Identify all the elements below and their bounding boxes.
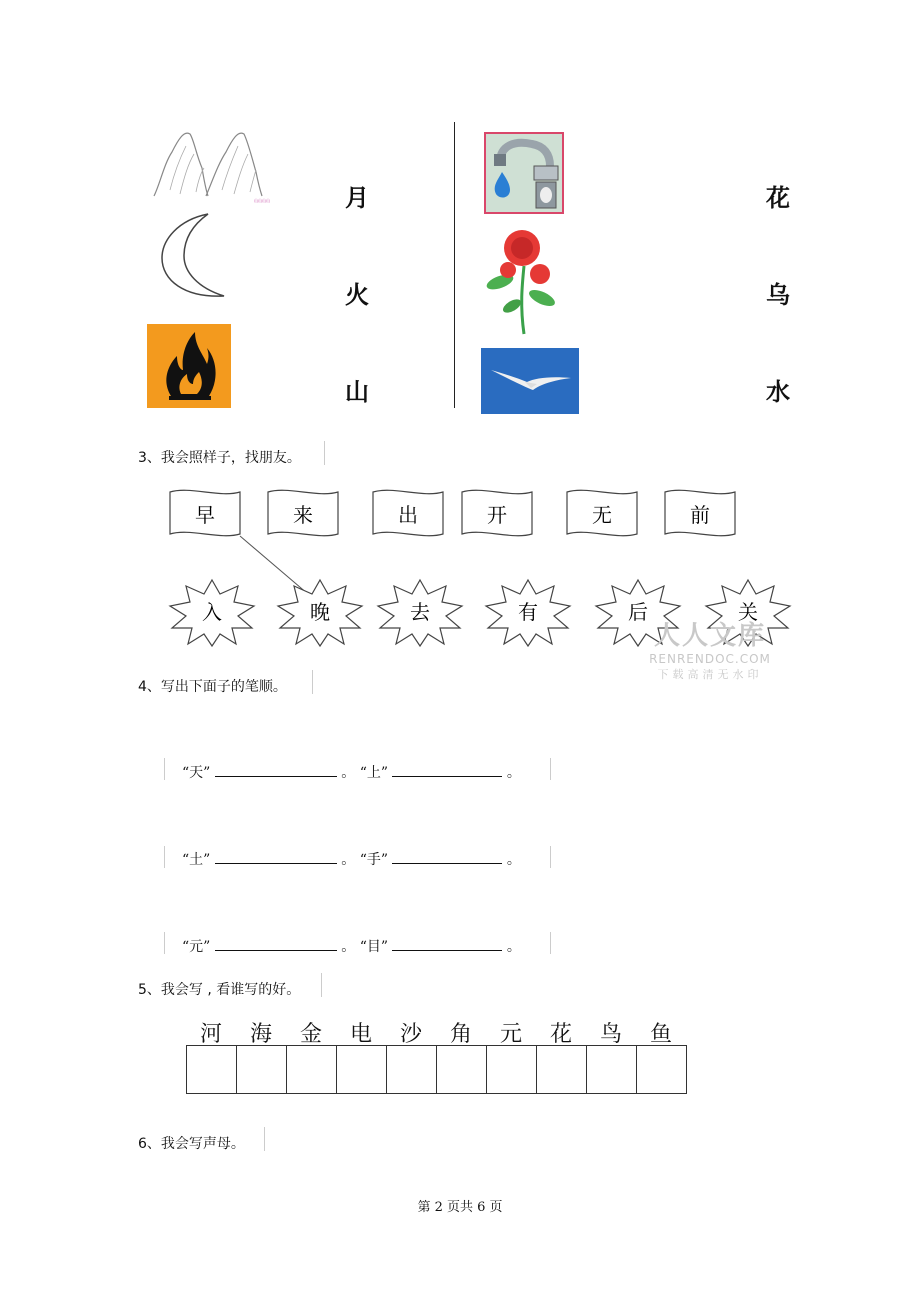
mountain-caption: 山山山山	[254, 198, 270, 203]
flag-1-char: 早	[195, 503, 215, 527]
q5-title-text: 5、我会写 , 看谁写的好。	[138, 982, 301, 998]
star-4-char: 有	[518, 600, 538, 624]
fire-image	[147, 324, 231, 408]
left-char-3: 山	[345, 378, 369, 406]
seagull-icon	[481, 348, 579, 414]
column-divider	[454, 122, 455, 408]
faucet-image	[484, 132, 564, 214]
stroke-end-2: 。	[506, 852, 521, 868]
q5-char-3: 金	[299, 1022, 322, 1047]
stroke-row-2	[182, 849, 521, 869]
stroke-blank-tian[interactable]	[215, 764, 337, 777]
stroke-blank-mu[interactable]	[392, 938, 502, 951]
stroke-end-3: 。	[506, 939, 521, 955]
write-cell-2[interactable]	[236, 1045, 286, 1094]
stroke-blank-tu[interactable]	[215, 851, 337, 864]
q5-writing-grid	[186, 1045, 687, 1094]
flag-2[interactable]	[268, 490, 338, 535]
stroke-sep-3: 。	[341, 939, 356, 955]
stroke-char-mu: “目”	[359, 939, 389, 955]
star-3-char: 去	[410, 600, 430, 624]
q5-char-7: 元	[499, 1022, 522, 1047]
stroke-char-shang: “上”	[359, 765, 389, 781]
write-cell-1[interactable]	[186, 1045, 236, 1094]
write-cell-10[interactable]	[636, 1045, 687, 1094]
star-5-char: 后	[628, 600, 648, 624]
mountains-icon	[150, 124, 270, 206]
write-cell-6[interactable]	[436, 1045, 486, 1094]
watermark-title: 人人文库	[653, 621, 766, 651]
star-1-char: 入	[202, 600, 222, 624]
watermark-slogan: 下载高清无水印	[657, 668, 763, 681]
write-cell-3[interactable]	[286, 1045, 336, 1094]
stroke-blank-yuan[interactable]	[215, 938, 337, 951]
example-connect-line	[240, 536, 308, 594]
right-char-1: 花	[766, 184, 790, 212]
write-cell-9[interactable]	[586, 1045, 636, 1094]
rose-image	[482, 226, 562, 336]
q5-title	[138, 979, 300, 999]
stroke-char-tu: “土”	[182, 852, 211, 868]
write-cell-5[interactable]	[386, 1045, 436, 1094]
flag-2-char: 来	[293, 503, 313, 527]
watermark-url: RENRENDOC.COM	[649, 652, 771, 666]
star-2-char: 晚	[310, 600, 330, 624]
stroke-char-yuan: “元”	[182, 939, 211, 955]
star-4[interactable]	[486, 580, 570, 646]
write-cell-7[interactable]	[486, 1045, 536, 1094]
stroke-sep-2: 。	[341, 852, 356, 868]
flag-3[interactable]	[373, 490, 443, 535]
page-footer: 第 2 页共 6 页	[417, 1200, 503, 1215]
q5-char-1: 河	[199, 1022, 222, 1047]
write-cell-8[interactable]	[536, 1045, 586, 1094]
stroke-end-1: 。	[506, 765, 521, 781]
q5-char-5: 沙	[399, 1022, 422, 1047]
q5-char-9: 鸟	[599, 1022, 622, 1047]
stroke-sep-1: 。	[341, 765, 356, 781]
moon-icon	[158, 210, 228, 300]
moon-image	[158, 210, 228, 300]
star-6-char: 关	[738, 600, 758, 624]
flag-4-char: 开	[487, 503, 507, 527]
q5-char-10: 鱼	[649, 1022, 672, 1047]
left-char-2: 火	[345, 281, 369, 309]
star-1[interactable]	[170, 580, 254, 646]
flag-4[interactable]	[462, 490, 532, 535]
stroke-char-shou: “手”	[359, 852, 389, 868]
watermark	[640, 615, 780, 682]
rose-icon	[482, 226, 562, 336]
q6-title-text: 6、我会写声母。	[138, 1136, 245, 1152]
flag-6[interactable]	[665, 490, 735, 535]
flag-3-char: 出	[398, 503, 418, 527]
flag-6-char: 前	[690, 503, 710, 527]
q4-title	[138, 676, 287, 696]
star-3[interactable]	[378, 580, 462, 646]
q6-title	[138, 1133, 245, 1153]
flag-5[interactable]	[567, 490, 637, 535]
stroke-row-3	[182, 936, 521, 956]
right-char-2: 乌	[766, 281, 790, 309]
stroke-blank-shou[interactable]	[392, 851, 502, 864]
star-2[interactable]	[278, 580, 362, 646]
q3-title-text: 3、我会照样子，找朋友。	[138, 450, 301, 466]
q5-char-6: 角	[449, 1022, 472, 1047]
write-cell-4[interactable]	[336, 1045, 386, 1094]
q5-char-8: 花	[549, 1022, 572, 1047]
q5-chars	[186, 1017, 686, 1048]
q4-title-text: 4、写出下面子的笔顺。	[138, 679, 287, 695]
stroke-blank-shang[interactable]	[392, 764, 502, 777]
flag-1[interactable]	[170, 490, 240, 535]
right-char-3: 水	[766, 378, 790, 406]
flag-5-char: 无	[592, 503, 612, 527]
seagull-image	[481, 348, 579, 414]
left-char-1: 月	[345, 184, 369, 212]
stroke-char-tian: “天”	[182, 765, 211, 781]
mountains-image	[150, 124, 270, 206]
q5-char-4: 电	[349, 1022, 372, 1047]
fire-icon	[147, 324, 231, 408]
stroke-row-1	[182, 762, 521, 782]
q3-title	[138, 447, 301, 467]
faucet-icon	[484, 132, 564, 214]
q5-char-2: 海	[249, 1022, 272, 1047]
